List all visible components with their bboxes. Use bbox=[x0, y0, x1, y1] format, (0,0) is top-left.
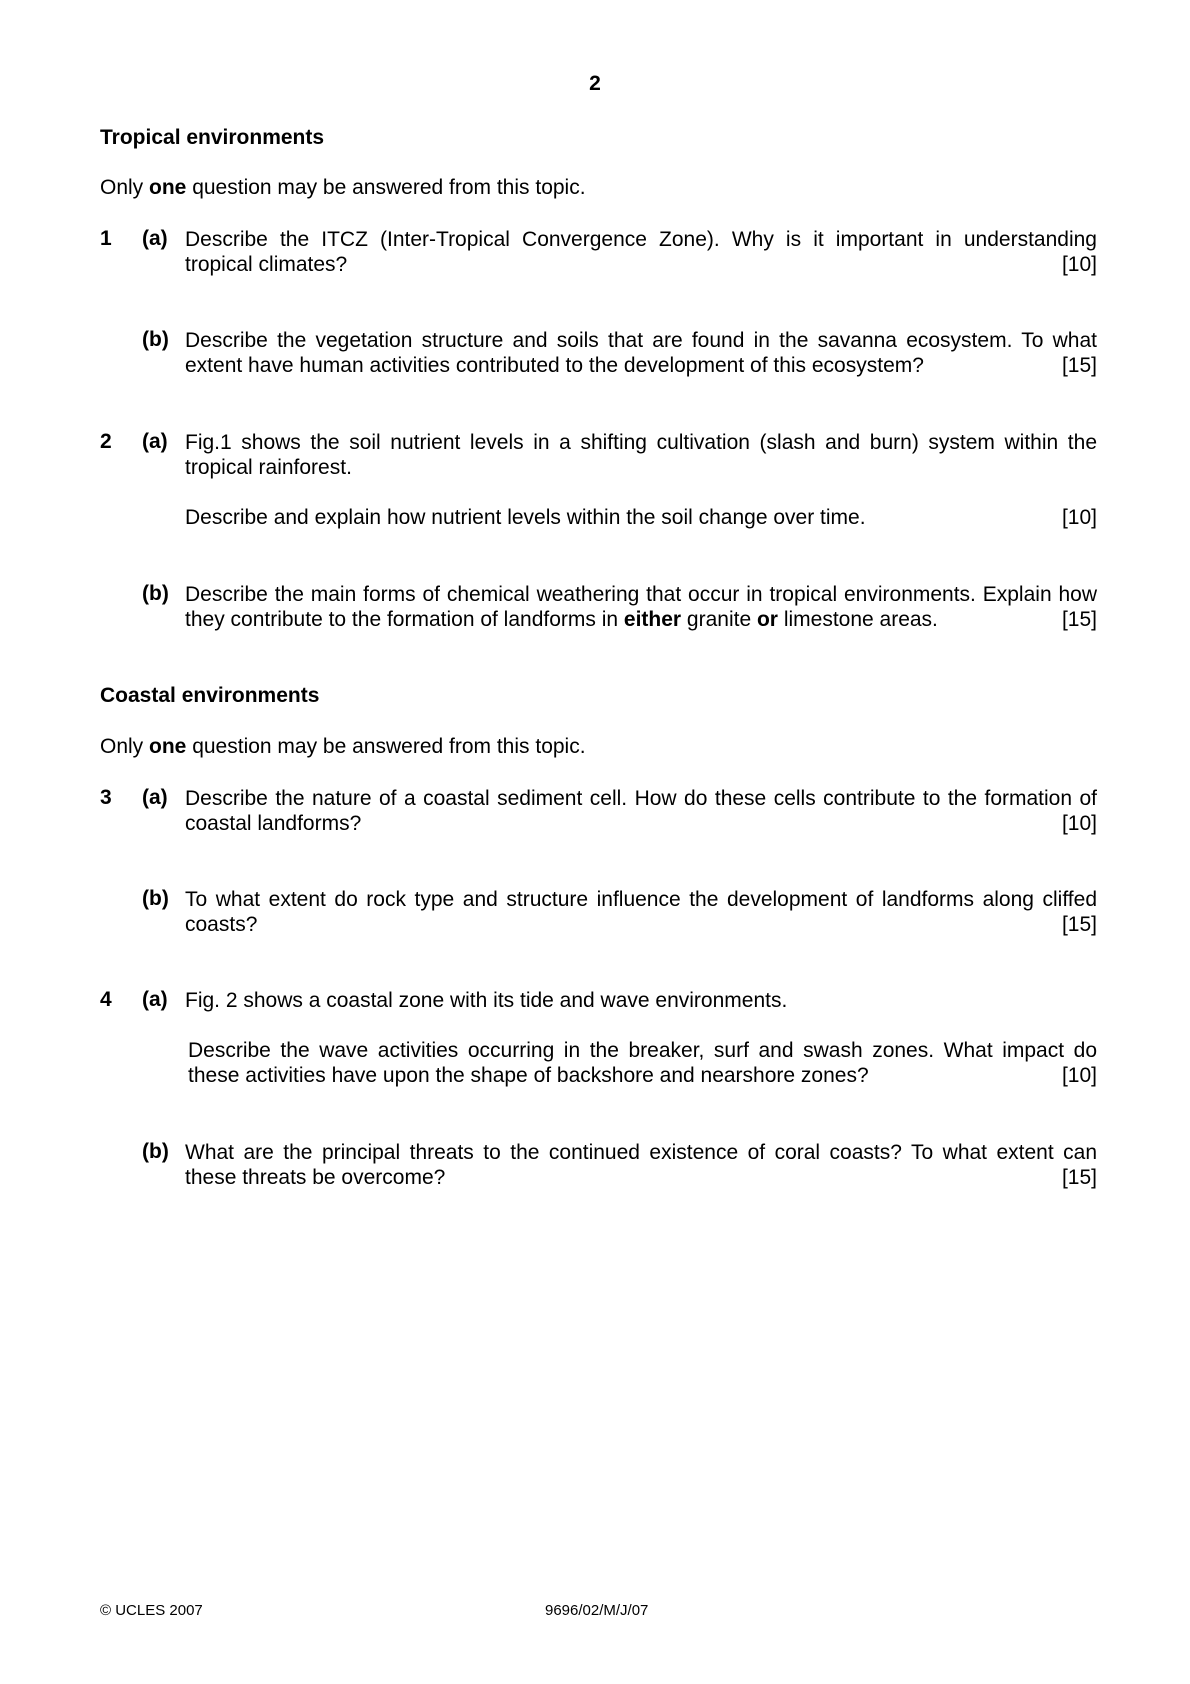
section-title-coastal: Coastal environments bbox=[100, 684, 320, 707]
question-text: To what extent do rock type and structure influence the development of landforms along cliffed coasts? [15] bbox=[185, 888, 1097, 936]
question-text: What are the principal threats to the continued existence of coral coasts? To what extent can these threats be overcome? [15] bbox=[185, 1141, 1097, 1189]
section-title-tropical: Tropical environments bbox=[100, 126, 325, 149]
question-part: (a) bbox=[142, 988, 168, 1011]
footer-paper-code: 9696/02/M/J/07 bbox=[545, 1602, 649, 1619]
section-instruction-coastal: Only one question may be answered from this topic. bbox=[100, 735, 586, 758]
marks: [10] bbox=[1061, 812, 1097, 835]
question-part: (a) bbox=[142, 430, 168, 453]
question-part: (a) bbox=[142, 786, 168, 809]
section-instruction-tropical: Only one question may be answered from this topic. bbox=[100, 176, 586, 199]
question-part: (a) bbox=[142, 227, 168, 250]
question-part: (b) bbox=[142, 887, 169, 910]
marks: [15] bbox=[1061, 913, 1097, 936]
question-number: 4 bbox=[100, 988, 112, 1011]
marks: [10] bbox=[1061, 253, 1097, 276]
question-text: Fig. 2 shows a coastal zone with its tide and wave environments. bbox=[185, 989, 788, 1012]
marks: [15] bbox=[1061, 608, 1097, 631]
question-number: 3 bbox=[100, 786, 112, 809]
question-number: 1 bbox=[100, 227, 112, 250]
question-text: Describe the main forms of chemical weathering that occur in tropical environments. Explain how they contribute to the formation of landforms in either granite or limestone areas. [15] bbox=[185, 583, 1097, 631]
marks: [15] bbox=[1061, 354, 1097, 377]
question-part: (b) bbox=[142, 328, 169, 351]
marks: [10] bbox=[1061, 506, 1097, 529]
question-text: Fig.1 shows the soil nutrient levels in a shifting cultivation (slash and burn) system within the tropical rainforest. Describe and explain how nutrient levels within the soil change over time. [10] bbox=[185, 431, 1097, 529]
question-part: (b) bbox=[142, 1140, 169, 1163]
page-number: 2 bbox=[589, 72, 601, 95]
marks: [10] bbox=[1061, 1064, 1097, 1087]
footer-copyright: © UCLES 2007 bbox=[100, 1602, 203, 1619]
question-text: Describe the nature of a coastal sediment cell. How do these cells contribute to the formation of coastal landforms? [10] bbox=[185, 787, 1097, 835]
question-part: (b) bbox=[142, 582, 169, 605]
marks: [15] bbox=[1061, 1166, 1097, 1189]
question-text: Describe the vegetation structure and soils that are found in the savanna ecosystem. To what extent have human activities contributed to the development of this ecosystem? [15] bbox=[185, 329, 1097, 377]
question-number: 2 bbox=[100, 430, 112, 453]
question-text: Describe the ITCZ (Inter-Tropical Convergence Zone). Why is it important in understanding tropical climates? [10] bbox=[185, 228, 1097, 276]
question-text-continued: Describe the wave activities occurring in the breaker, surf and swash zones. What impact do these activities have upon the shape of backshore and nearshore zones? [10] bbox=[188, 1039, 1097, 1087]
